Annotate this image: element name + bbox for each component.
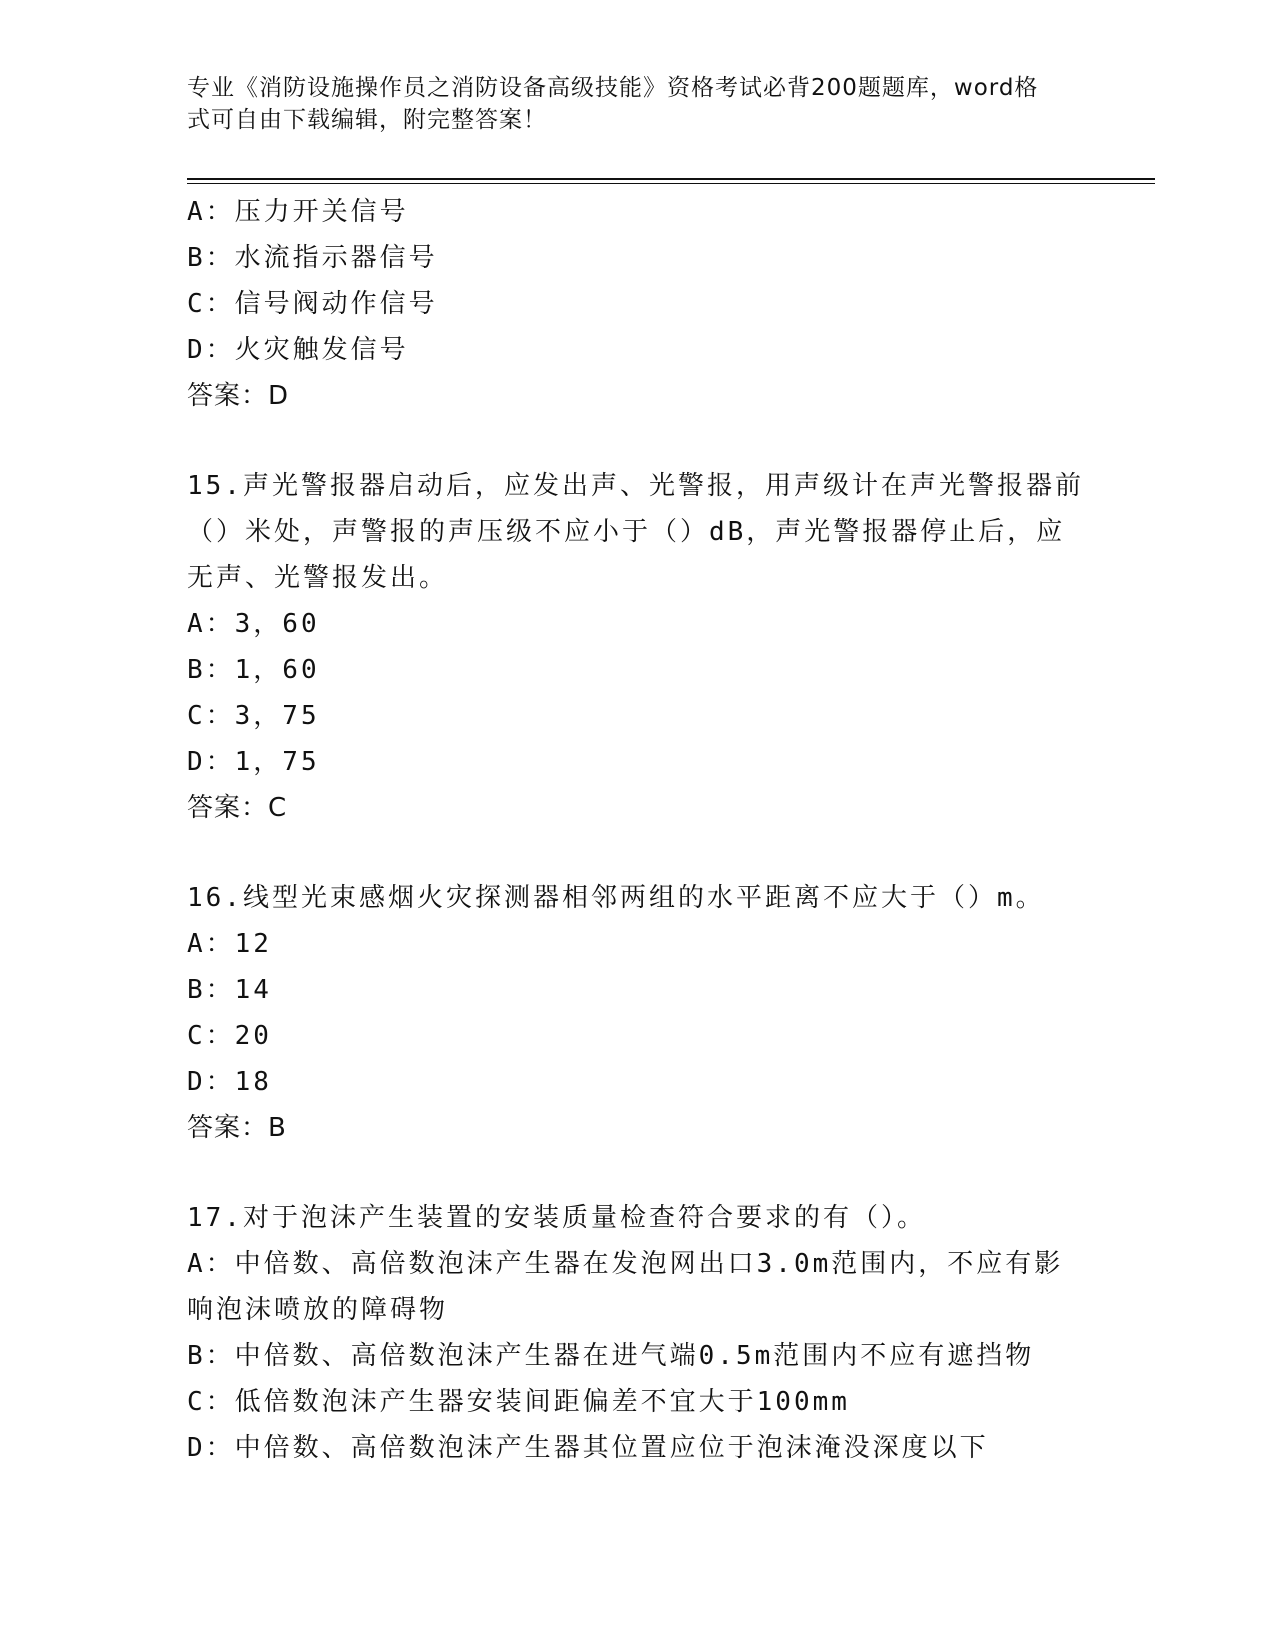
option-b: B：1，60	[187, 655, 320, 685]
question-17	[187, 1195, 1087, 1471]
option-c: C：信号阀动作信号	[187, 289, 438, 319]
option-a-continued: 响泡沫喷放的障碍物	[187, 1295, 449, 1325]
option-d: D：中倍数、高倍数泡沫产生器其位置应位于泡沫淹没深度以下	[187, 1433, 989, 1463]
header-divider	[187, 178, 1155, 180]
stem-line: 15.声光警报器启动后，应发出声、光警报，用声级计在声光警报器前	[187, 471, 1084, 501]
option-a: A：压力开关信号	[187, 197, 409, 227]
option-a: A：中倍数、高倍数泡沫产生器在发泡网出口3.0m范围内，不应有影	[187, 1249, 1064, 1279]
question-stem	[187, 875, 1087, 921]
spacer	[187, 831, 1087, 875]
question-stem	[187, 463, 1087, 601]
answer-line: 答案：B	[187, 1113, 287, 1143]
question-14	[187, 189, 1087, 419]
spacer	[187, 1151, 1087, 1195]
option-b: B：14	[187, 975, 272, 1005]
stem-line: 无声、光警报发出。	[187, 563, 449, 593]
option-d: D：18	[187, 1067, 272, 1097]
document-header	[187, 72, 1087, 136]
stem-line: 17.对于泡沫产生装置的安装质量检查符合要求的有（）。	[187, 1203, 926, 1233]
question-stem	[187, 1195, 1087, 1241]
answer-line: 答案：D	[187, 381, 290, 411]
option-d: D：1，75	[187, 747, 320, 777]
stem-line: 16.线型光束感烟火灾探测器相邻两组的水平距离不应大于（）m。	[187, 883, 1045, 913]
option-b: B：中倍数、高倍数泡沫产生器在进气端0.5m范围内不应有遮挡物	[187, 1341, 1035, 1371]
option-a: A：12	[187, 929, 272, 959]
header-divider-thin	[187, 183, 1155, 184]
header-line-1: 专业《消防设施操作员之消防设备高级技能》资格考试必背200题题库，word格	[187, 75, 1039, 101]
header-line-2: 式可自由下载编辑，附完整答案！	[187, 107, 547, 133]
option-b: B：水流指示器信号	[187, 243, 438, 273]
question-list	[187, 189, 1087, 1471]
option-c: C：3，75	[187, 701, 320, 731]
question-15	[187, 463, 1087, 831]
option-a: A：3，60	[187, 609, 320, 639]
option-c: C：低倍数泡沫产生器安装间距偏差不宜大于100mm	[187, 1387, 850, 1417]
answer-line: 答案：C	[187, 793, 288, 823]
spacer	[187, 419, 1087, 463]
option-d: D：火灾触发信号	[187, 335, 409, 365]
question-16	[187, 875, 1087, 1151]
option-c: C：20	[187, 1021, 272, 1051]
stem-line: （）米处，声警报的声压级不应小于（）dB，声光警报器停止后，应	[187, 517, 1066, 547]
